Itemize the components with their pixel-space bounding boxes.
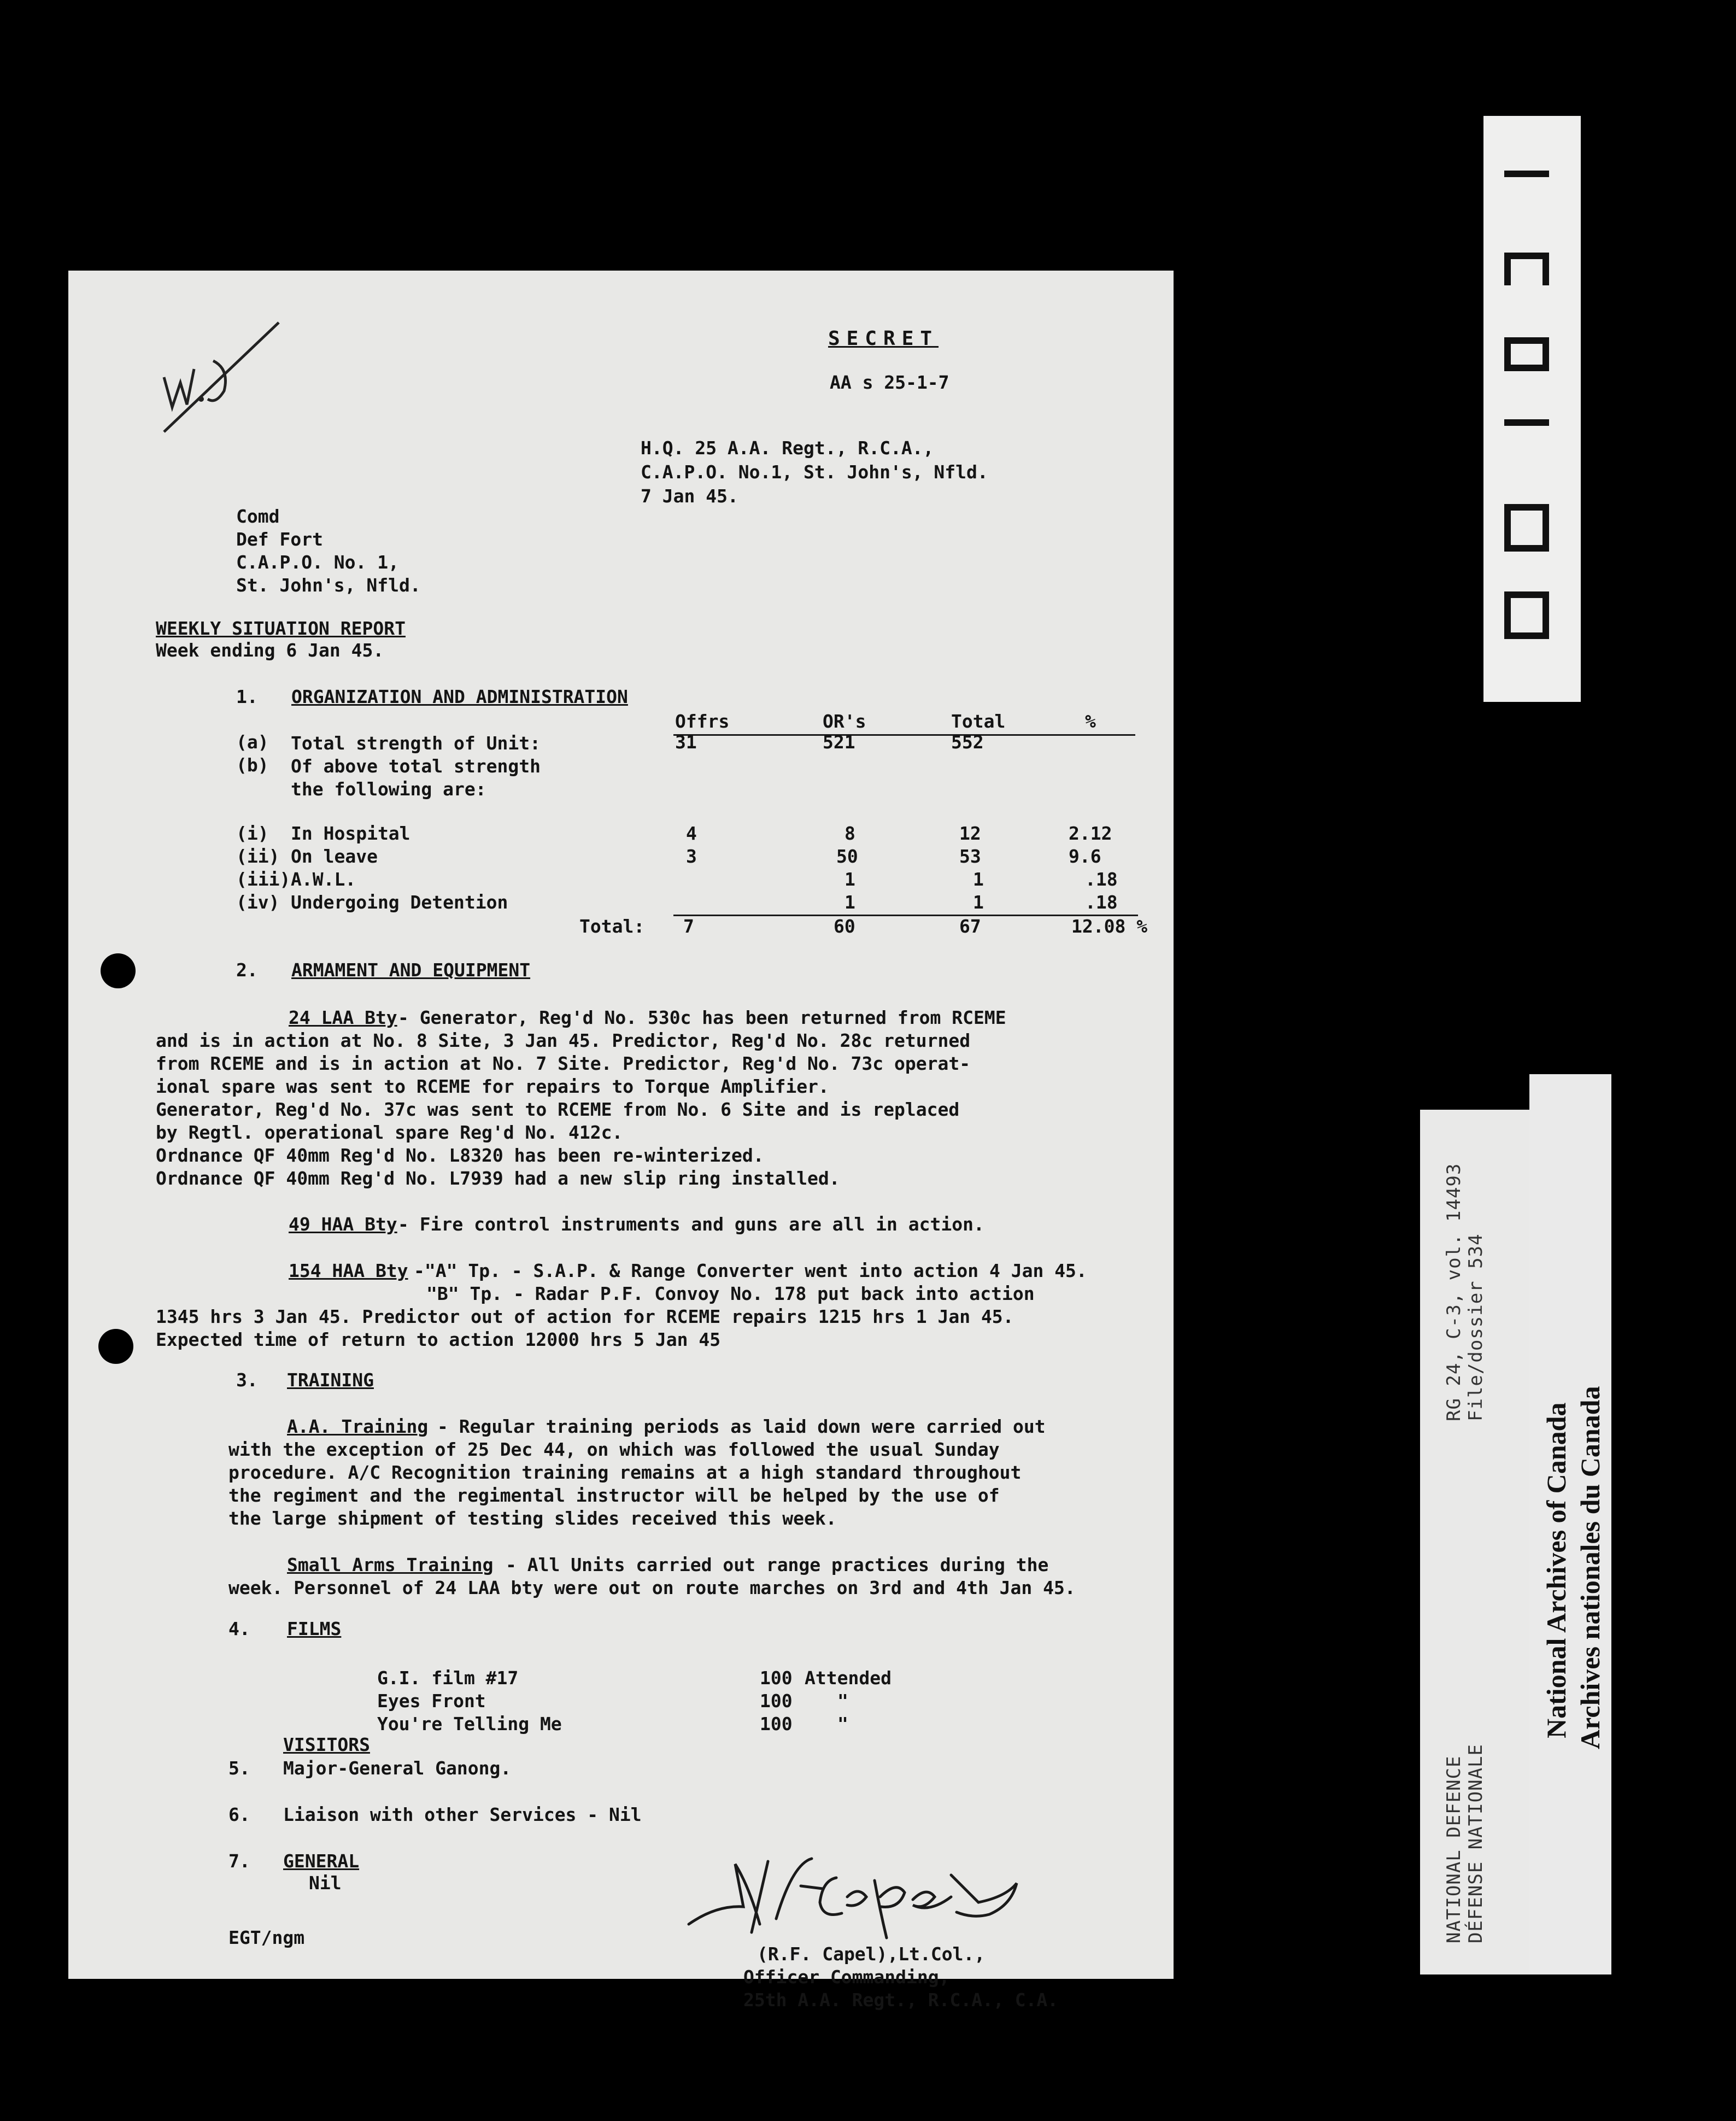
- punch-hole-bottom: [98, 1329, 133, 1364]
- archive-ref-line: RG 24, C-3, vol. 14493: [1443, 1163, 1465, 1421]
- armament-line: from RCEME and is in action at No. 7 Site. Predictor, Reg'd No. 73c operat-: [156, 1053, 971, 1074]
- archive-ref-line: File/dossier 534: [1465, 1233, 1487, 1421]
- row-marker: (ii): [236, 846, 280, 867]
- training-line: - All Units carried out range practices during the: [506, 1554, 1049, 1575]
- total-cell: 12: [959, 823, 981, 844]
- row-label: Undergoing Detention: [291, 892, 508, 913]
- row-label: In Hospital: [291, 823, 410, 844]
- ors-cell: 8: [844, 823, 855, 844]
- department-line: DÉFENSE NATIONALE: [1465, 1744, 1487, 1943]
- column-header: Offrs: [675, 711, 730, 732]
- armament-line: Expected time of return to action 12000 hrs 5 Jan 45: [156, 1329, 721, 1350]
- pct-cell: 9.6: [1069, 846, 1101, 867]
- armament-line: ional spare was sent to RCEME for repairs to Torque Amplifier.: [156, 1076, 829, 1097]
- section-number: 7.: [228, 1850, 250, 1872]
- section-number: 1.: [236, 686, 258, 707]
- visitor-name: Major-General Ganong.: [283, 1757, 512, 1779]
- report-title: WEEKLY SITUATION REPORT: [156, 618, 406, 639]
- pct-cell: 2.12: [1069, 823, 1112, 844]
- row-marker: (iv): [236, 892, 280, 913]
- film-title: G.I. film #17: [377, 1667, 519, 1689]
- offrs-cell: 31: [675, 731, 697, 753]
- pct-cell: .18: [1085, 869, 1118, 890]
- to-address-line: C.A.P.O. No. 1,: [236, 552, 400, 573]
- section-heading: VISITORS: [283, 1734, 370, 1755]
- training-line: - Regular training periods as laid down were carried out: [437, 1416, 1046, 1437]
- pct-total: 12.08 %: [1071, 916, 1148, 937]
- classification-label: SECRET: [828, 327, 939, 350]
- training-line: the regiment and the regimental instructor will be helped by the use of: [228, 1485, 1000, 1506]
- section-heading: TRAINING: [287, 1369, 374, 1391]
- armament-line: - Generator, Reg'd No. 530c has been returned from RCEME: [398, 1007, 1006, 1028]
- training-line: with the exception of 25 Dec 44, on which was followed the usual Sunday: [228, 1439, 1000, 1460]
- signatory-line: 25th A.A. Regt., R.C.A., C.A.: [743, 1989, 1059, 2011]
- film-title: Eyes Front: [377, 1690, 486, 1712]
- total-total: 67: [959, 916, 981, 937]
- archives-name-fr: Archives nationales du Canada: [1575, 1386, 1605, 1749]
- offrs-total: 7: [683, 916, 694, 937]
- armament-line: Ordnance QF 40mm Reg'd No. L8320 has been re-winterized.: [156, 1145, 764, 1166]
- section-heading: ORGANIZATION AND ADMINISTRATION: [291, 686, 628, 707]
- week-ending: Week ending 6 Jan 45.: [156, 640, 384, 661]
- ors-total: 60: [834, 916, 855, 937]
- punch-hole-top: [101, 953, 136, 988]
- liaison-text: Liaison with other Services - Nil: [283, 1804, 642, 1825]
- signatory-line: (R.F. Capel),Lt.Col.,: [757, 1943, 986, 1965]
- row-label: A.W.L.: [291, 869, 356, 890]
- armament-line: "B" Tp. - Radar P.F. Convoy No. 178 put back into action: [426, 1283, 1035, 1304]
- general-text: Nil: [309, 1872, 342, 1894]
- section-heading: FILMS: [287, 1618, 342, 1639]
- offrs-cell: 3: [686, 846, 697, 867]
- unit-label: 24 LAA Bty: [289, 1007, 397, 1028]
- armament-line: - Fire control instruments and guns are all in action.: [398, 1214, 984, 1235]
- from-address-line: 7 Jan 45.: [641, 485, 738, 507]
- column-header: %: [1085, 711, 1096, 732]
- film-count: 100: [760, 1667, 793, 1689]
- training-label: A.A. Training: [287, 1416, 429, 1437]
- training-line: the large shipment of testing slides received this week.: [228, 1508, 837, 1529]
- total-cell: 1: [973, 892, 984, 913]
- film-note: Attended: [805, 1667, 892, 1689]
- film-count: 100: [760, 1690, 793, 1712]
- column-header: Total: [951, 711, 1006, 732]
- archives-name-en: National Archives of Canada: [1541, 1402, 1571, 1738]
- unit-label: 154 HAA Bty: [289, 1260, 408, 1281]
- section-number: 5.: [228, 1757, 250, 1779]
- from-address-line: H.Q. 25 A.A. Regt., R.C.A.,: [641, 437, 934, 459]
- film-note: ": [837, 1690, 848, 1712]
- training-line: procedure. A/C Recognition training remains at a high standard throughout: [228, 1462, 1022, 1483]
- typist-initials: EGT/ngm: [228, 1927, 305, 1948]
- armament-line: 1345 hrs 3 Jan 45. Predictor out of action for RCEME repairs 1215 hrs 1 Jan 45.: [156, 1306, 1014, 1327]
- section-heading: ARMAMENT AND EQUIPMENT: [291, 959, 531, 981]
- totals-rule: [673, 915, 1138, 916]
- section-number: 2.: [236, 959, 258, 981]
- section-number: 3.: [236, 1369, 258, 1391]
- row-marker: (a): [236, 731, 269, 753]
- section-heading: GENERAL: [283, 1850, 360, 1872]
- row-label: On leave: [291, 846, 378, 867]
- ors-cell: 521: [823, 731, 855, 753]
- armament-line: Ordnance QF 40mm Reg'd No. L7939 had a new slip ring installed.: [156, 1168, 840, 1189]
- archive-frame-tab: [1483, 116, 1581, 702]
- from-address-line: C.A.P.O. No.1, St. John's, Nfld.: [641, 461, 988, 483]
- header-rule: [673, 734, 1135, 736]
- armament-line: Generator, Reg'd No. 37c was sent to RCEME from No. 6 Site and is replaced: [156, 1099, 960, 1120]
- offrs-cell: 4: [686, 823, 697, 844]
- to-address-line: Comd: [236, 506, 280, 527]
- armament-line: by Regtl. operational spare Reg'd No. 412c.: [156, 1122, 623, 1143]
- archive-frame-number: [1483, 116, 1581, 702]
- training-label: Small Arms Training: [287, 1554, 494, 1575]
- row-marker: (i): [236, 823, 269, 844]
- row-label: the following are:: [291, 778, 486, 800]
- training-line: week. Personnel of 24 LAA bty were out on route marches on 3rd and 4th Jan 45.: [228, 1577, 1076, 1598]
- film-note: ": [837, 1713, 848, 1735]
- row-marker: (iii): [236, 869, 291, 890]
- total-cell: 552: [951, 731, 984, 753]
- to-address-line: St. John's, Nfld.: [236, 575, 421, 596]
- ors-cell: 1: [844, 892, 855, 913]
- total-cell: 1: [973, 869, 984, 890]
- handwritten-signature: [683, 1842, 1093, 1957]
- film-count: 100: [760, 1713, 793, 1735]
- handwritten-wd-note: [148, 317, 290, 443]
- film-title: You're Telling Me: [377, 1713, 562, 1735]
- row-label: Total strength of Unit:: [291, 733, 541, 754]
- ors-cell: 1: [844, 869, 855, 890]
- signatory-line: Officer Commanding,: [743, 1966, 950, 1988]
- row-label: Of above total strength: [291, 755, 541, 777]
- pct-cell: .18: [1085, 892, 1118, 913]
- section-number: 4.: [228, 1618, 250, 1639]
- to-address-line: Def Fort: [236, 529, 323, 550]
- ors-cell: 50: [836, 846, 858, 867]
- row-marker: (b): [236, 754, 269, 776]
- file-reference: AA s 25-1-7: [830, 372, 949, 393]
- armament-line: and is in action at No. 8 Site, 3 Jan 45. Predictor, Reg'd No. 28c returned: [156, 1030, 971, 1051]
- total-cell: 53: [959, 846, 981, 867]
- column-header: OR's: [823, 711, 866, 732]
- section-number: 6.: [228, 1804, 250, 1825]
- armament-line: -"A" Tp. - S.A.P. & Range Converter went into action 4 Jan 45.: [414, 1260, 1087, 1281]
- unit-label: 49 HAA Bty: [289, 1214, 397, 1235]
- department-line: NATIONAL DEFENCE: [1443, 1755, 1465, 1943]
- totals-label: Total:: [579, 916, 645, 937]
